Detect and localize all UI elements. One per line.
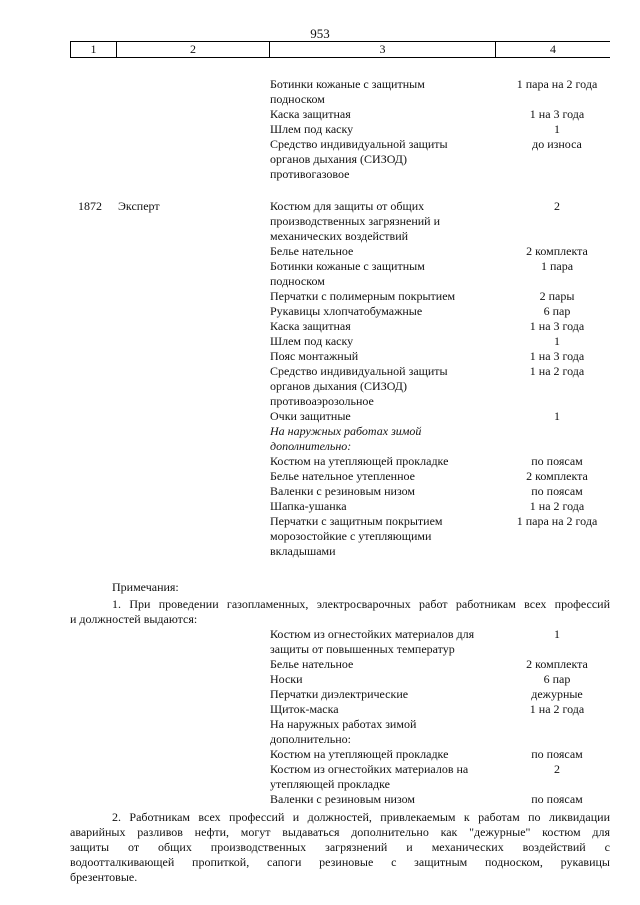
note-1-line: 1. При проведении газопламенных, электросварочных работ работникам всех профессий xyxy=(112,597,610,611)
item-norm: по поясам xyxy=(531,792,583,806)
item-name xyxy=(270,627,495,657)
item-name-line: На наружных работах зимой xyxy=(270,424,422,438)
item-name-line: защиты от повышенных температур xyxy=(270,642,455,656)
note-2-line: брезентовые. xyxy=(70,870,138,884)
item-name-line: Белье нательное xyxy=(270,657,354,671)
item-name-line: морозостойкие с утепляющими xyxy=(270,529,432,543)
item-norm: 1 на 3 года xyxy=(529,107,585,121)
item-name-line: дополнительно: xyxy=(270,732,351,746)
item-name-line: Средство индивидуальной защиты xyxy=(270,364,448,378)
item-norm: 6 пар xyxy=(543,672,571,686)
item-name-line: органов дыхания (СИЗОД) xyxy=(270,379,407,393)
item-name xyxy=(270,364,495,409)
note-1 xyxy=(70,597,610,627)
item-name-line: Каска защитная xyxy=(270,319,351,333)
page-number: 953 xyxy=(310,26,330,41)
item-name-line: Костюм из огнестойких материалов на xyxy=(270,762,469,776)
item-name-line: Каска защитная xyxy=(270,107,351,121)
item-name xyxy=(270,469,495,484)
column-header-2: 2 xyxy=(117,42,270,58)
item-name-line: подноском xyxy=(270,92,325,106)
item-name xyxy=(270,319,495,334)
item-norm: 1 xyxy=(554,409,560,423)
item-name xyxy=(270,349,495,364)
item-norm: 1 xyxy=(554,334,560,348)
item-name xyxy=(270,107,495,122)
item-name-line: Костюм из огнестойких материалов для xyxy=(270,627,475,641)
item-name-line: подноском xyxy=(270,274,325,288)
item-norm: 1 пара на 2 года xyxy=(516,514,598,528)
item-norm: 1 пара xyxy=(540,259,574,273)
item-norm: по поясам xyxy=(531,454,583,468)
item-name xyxy=(270,657,495,672)
item-name xyxy=(270,424,495,454)
item-norm: 1 на 2 года xyxy=(529,702,585,716)
item-name-line: Шлем под каску xyxy=(270,334,354,348)
item-name-line: Ботинки кожаные с защитным xyxy=(270,77,425,91)
item-name xyxy=(270,137,495,182)
item-name xyxy=(270,289,495,304)
item-name-line: механических воздействий xyxy=(270,229,409,243)
item-name-line: органов дыхания (СИЗОД) xyxy=(270,152,407,166)
item-name xyxy=(270,454,495,469)
item-name-line: Белье нательное утепленное xyxy=(270,469,415,483)
item-name xyxy=(270,672,495,687)
item-name-line: Костюм на утепляющей прокладке xyxy=(270,747,449,761)
item-name-line: Валенки с резиновым низом xyxy=(270,484,416,498)
item-name-line: Костюм на утепляющей прокладке xyxy=(270,454,449,468)
note-2 xyxy=(70,810,610,885)
item-norm: 2 xyxy=(554,199,560,213)
column-header-1: 1 xyxy=(71,42,117,58)
item-norm: по поясам xyxy=(531,484,583,498)
note-2-line: защиты от общих производственных загрязнений и механических воздействий с xyxy=(70,840,610,854)
item-name-line: Перчатки диэлектрические xyxy=(270,687,409,701)
item-norm: по поясам xyxy=(531,747,583,761)
item-name xyxy=(270,304,495,319)
item-name-line: вкладышами xyxy=(270,544,336,558)
item-name-line: Носки xyxy=(270,672,303,686)
column-header-3: 3 xyxy=(270,42,496,58)
note-2-line: водоотталкивающей пропиткой, сапоги резиновые с защитным подноском, рукавицы xyxy=(70,855,610,869)
item-name xyxy=(270,687,495,702)
item-norm: 2 комплекта xyxy=(526,657,588,671)
item-name xyxy=(270,409,495,424)
item-name-line: Перчатки с защитным покрытием xyxy=(270,514,443,528)
column-header-4: 4 xyxy=(496,42,611,58)
item-name-line: Ботинки кожаные с защитным xyxy=(270,259,425,273)
item-name-line: Шапка-ушанка xyxy=(270,499,347,513)
note-2-line: 2. Работникам всех профессий и должностей, привлекаемым к работам по ликвидации xyxy=(112,810,610,824)
item-name xyxy=(270,747,495,762)
item-name xyxy=(270,702,495,717)
item-name xyxy=(270,199,495,244)
item-name-line: утепляющей прокладке xyxy=(270,777,390,791)
item-name-line: Щиток-маска xyxy=(270,702,339,716)
note-2-line: аварийных разливов нефти, могут выдаваться дополнительно как "дежурные" костюм для xyxy=(70,825,610,839)
item-name-line: дополнительно: xyxy=(270,439,352,453)
profession-name: Эксперт xyxy=(118,199,160,213)
item-norm: 1 на 2 года xyxy=(529,364,585,378)
item-name xyxy=(270,717,495,747)
item-name-line: Пояс монтажный xyxy=(270,349,359,363)
item-norm: 1 на 2 года xyxy=(529,499,585,513)
item-norm: до износа xyxy=(532,137,582,151)
item-name-line: Перчатки с полимерным покрытием xyxy=(270,289,456,303)
item-norm: дежурные xyxy=(531,687,583,701)
item-norm: 1 xyxy=(554,627,560,641)
item-norm: 1 пара на 2 года xyxy=(516,77,598,91)
item-norm: 1 xyxy=(554,122,560,136)
item-name xyxy=(270,484,495,499)
item-name xyxy=(270,762,495,792)
item-name-line: противогазовое xyxy=(270,167,350,181)
item-name-line: производственных загрязнений и xyxy=(270,214,441,228)
item-name xyxy=(270,259,495,289)
item-norm: 1 на 3 года xyxy=(529,319,585,333)
item-norm: 2 комплекта xyxy=(526,244,588,258)
item-norm: 2 пары xyxy=(539,289,575,303)
item-norm: 1 на 3 года xyxy=(529,349,585,363)
item-norm: 6 пар xyxy=(543,304,571,318)
item-name xyxy=(270,122,495,137)
item-name-line: Средство индивидуальной защиты xyxy=(270,137,448,151)
item-name-line: Очки защитные xyxy=(270,409,351,423)
item-name-line: противоаэрозольное xyxy=(270,394,374,408)
item-name xyxy=(270,792,495,807)
note-1-line: и должностей выдаются: xyxy=(70,612,198,626)
item-name xyxy=(270,514,495,559)
notes-title: Примечания: xyxy=(112,580,179,594)
item-name-line: Белье нательное xyxy=(270,244,354,258)
item-name xyxy=(270,244,495,259)
profession-number: 1872 xyxy=(78,199,102,213)
item-name xyxy=(270,499,495,514)
item-name-line: Валенки с резиновым низом xyxy=(270,792,416,806)
item-name xyxy=(270,77,495,107)
item-norm: 2 xyxy=(554,762,560,776)
item-name-line: Шлем под каску xyxy=(270,122,354,136)
column-header-table xyxy=(70,41,610,58)
item-name-line: Костюм для защиты от общих xyxy=(270,199,425,213)
item-norm: 2 комплекта xyxy=(526,469,588,483)
item-name xyxy=(270,334,495,349)
item-name-line: Рукавицы хлопчатобумажные xyxy=(270,304,423,318)
item-name-line: На наружных работах зимой xyxy=(270,717,417,731)
